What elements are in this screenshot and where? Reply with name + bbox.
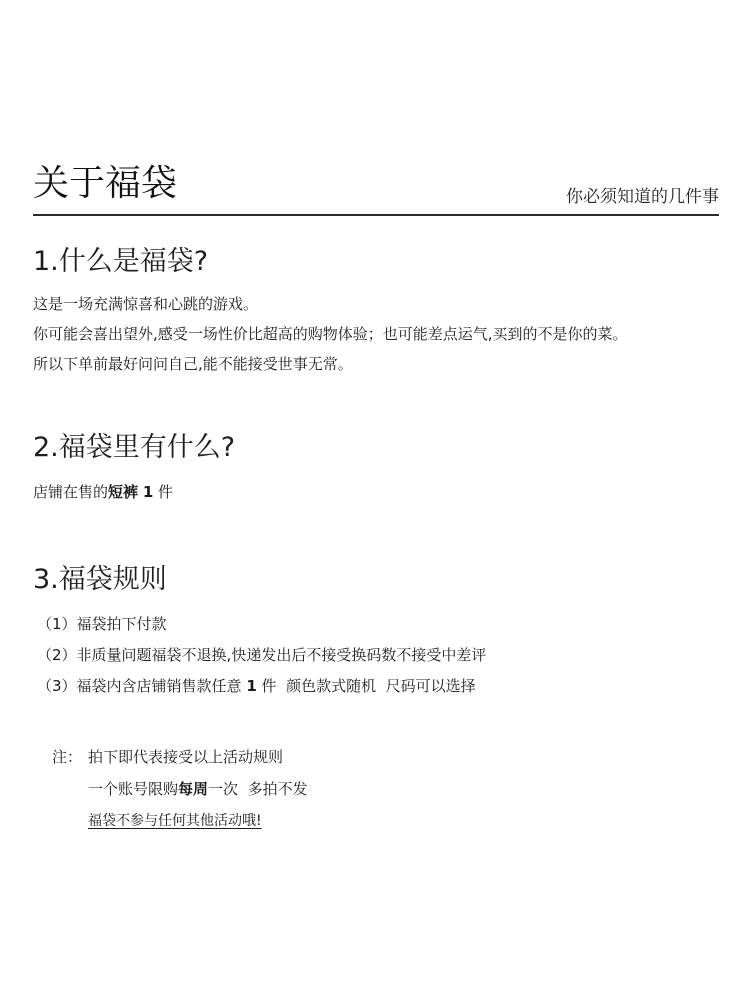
section-1-line-3: 所以下单前最好问问自己,能不能接受世事无常。 <box>33 355 353 373</box>
note-line-2-bold: 每周 <box>178 780 209 798</box>
section-1-line-2: 你可能会喜出望外,感受一场性价比超高的购物体验；也可能差点运气,买到的不是你的菜。 <box>33 325 628 343</box>
note-line-2-suffix: 一次 多拍不发 <box>208 780 308 798</box>
section-2-prefix: 店铺在售的 <box>33 483 109 501</box>
rule-3-count: 1 <box>246 677 257 695</box>
section-1-line-1: 这是一场充满惊喜和心跳的游戏。 <box>33 295 259 313</box>
section-3-heading: 3.福袋规则 <box>33 564 167 595</box>
rule-2: （2）非质量问题福袋不退换,快递发出后不接受换码数不接受中差评 <box>37 646 487 664</box>
section-2-line <box>33 481 173 503</box>
section-2-heading: 2.福袋里有什么? <box>33 432 236 463</box>
note-line-3: 福袋不参与任何其他活动哦! <box>88 813 262 829</box>
section-1-heading: 1.什么是福袋? <box>33 246 209 277</box>
rule-1: （1）福袋拍下付款 <box>37 615 167 633</box>
note-line-1: 拍下即代表接受以上活动规则 <box>88 748 284 766</box>
note-line-2 <box>88 778 308 800</box>
page-title: 关于福袋 <box>33 163 178 204</box>
note-label: 注： <box>52 748 83 766</box>
note-line-2-prefix: 一个账号限购 <box>88 780 179 798</box>
title-divider <box>33 214 719 216</box>
section-2-count: 1 <box>142 483 154 501</box>
page-subtitle: 你必须知道的几件事 <box>566 187 719 207</box>
rule-3 <box>37 675 476 697</box>
rule-3-suffix: 件 颜色款式随机 尺码可以选择 <box>261 677 476 695</box>
section-2-item: 短裤 <box>108 483 139 501</box>
section-2-suffix: 件 <box>158 483 174 501</box>
rule-3-prefix: （3）福袋内含店铺销售款任意 <box>37 677 242 695</box>
